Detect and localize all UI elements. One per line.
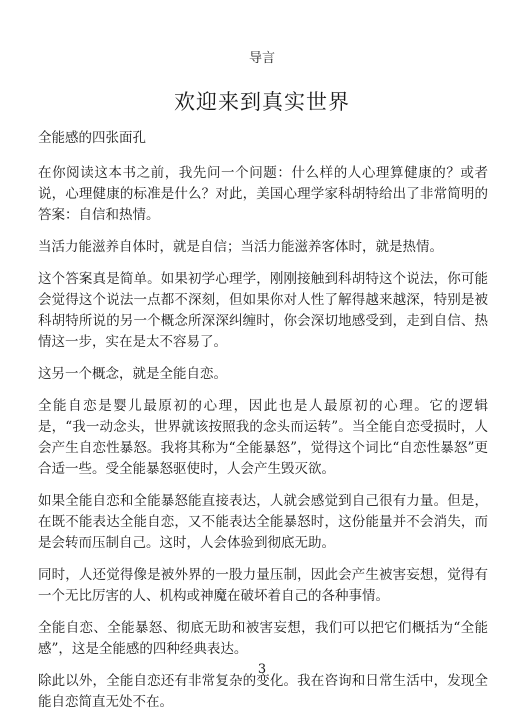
section-heading: 全能感的四张面孔	[38, 130, 146, 146]
paragraph: 全能自恋、全能暴怒、彻底无助和被害妄想，我们可以把它们概括为“全能感”，这是全能感的四种经典表达。	[38, 620, 488, 657]
page-number: 3	[257, 662, 267, 677]
paragraph: 同时，人还觉得像是被外界的一股力量压制，因此会产生被害妄想，觉得有一个无比厉害的人、机构或神魔在破坏着自己的各种事情。	[38, 567, 488, 604]
paragraph: 在你阅读这本书之前，我先问一个问题：什么样的人心理算健康的？或者说，心理健康的标准是什么？对此，美国心理学家科胡特给出了非常简明的答案：自信和热情。	[38, 165, 488, 223]
paragraph: 这个答案真是简单。如果初学心理学，刚刚接触到科胡特这个说法，你可能会觉得这个说法一点都不深刻，但如果你对人性了解得越来越深，特别是被科胡特所说的另一个概念所深深纠缠时，你会深切地感受到，走到自信、热情这一步，实在是太不容易了。	[38, 271, 488, 350]
body-text	[38, 128, 488, 724]
paragraph: 当活力能滋养自体时，就是自信；当活力能滋养客体时，就是热情。	[38, 239, 443, 255]
chapter-title: 欢迎来到真实世界	[174, 90, 350, 114]
paragraph: 除此以外，全能自恋还有非常复杂的变化。我在咨询和日常生活中，发现全能自恋简直无处不在。	[38, 673, 488, 710]
paragraph: 这另一个概念，就是全能自恋。	[38, 366, 227, 382]
paragraph: 如果全能自恋和全能暴怒能直接表达，人就会感觉到自己很有力量。但是，在既不能表达全能自恋，又不能表达全能暴怒时，这份能量并不会消失，而是会转而压制自己。这时，人会体验到彻底无助。	[38, 493, 488, 551]
chapter-label: 导言	[248, 51, 275, 66]
paragraph: 全能自恋是婴儿最原初的心理，因此也是人最原初的心理。它的逻辑是，“我一动念头，世界就该按照我的念头而运转”。当全能自恋受损时，人会产生自恋性暴怒。我将其称为“全能暴怒”，觉得这个词比“自恋性暴怒”更合适一些。受全能暴怒驱使时，人会产生毁灭欲。	[38, 398, 488, 477]
